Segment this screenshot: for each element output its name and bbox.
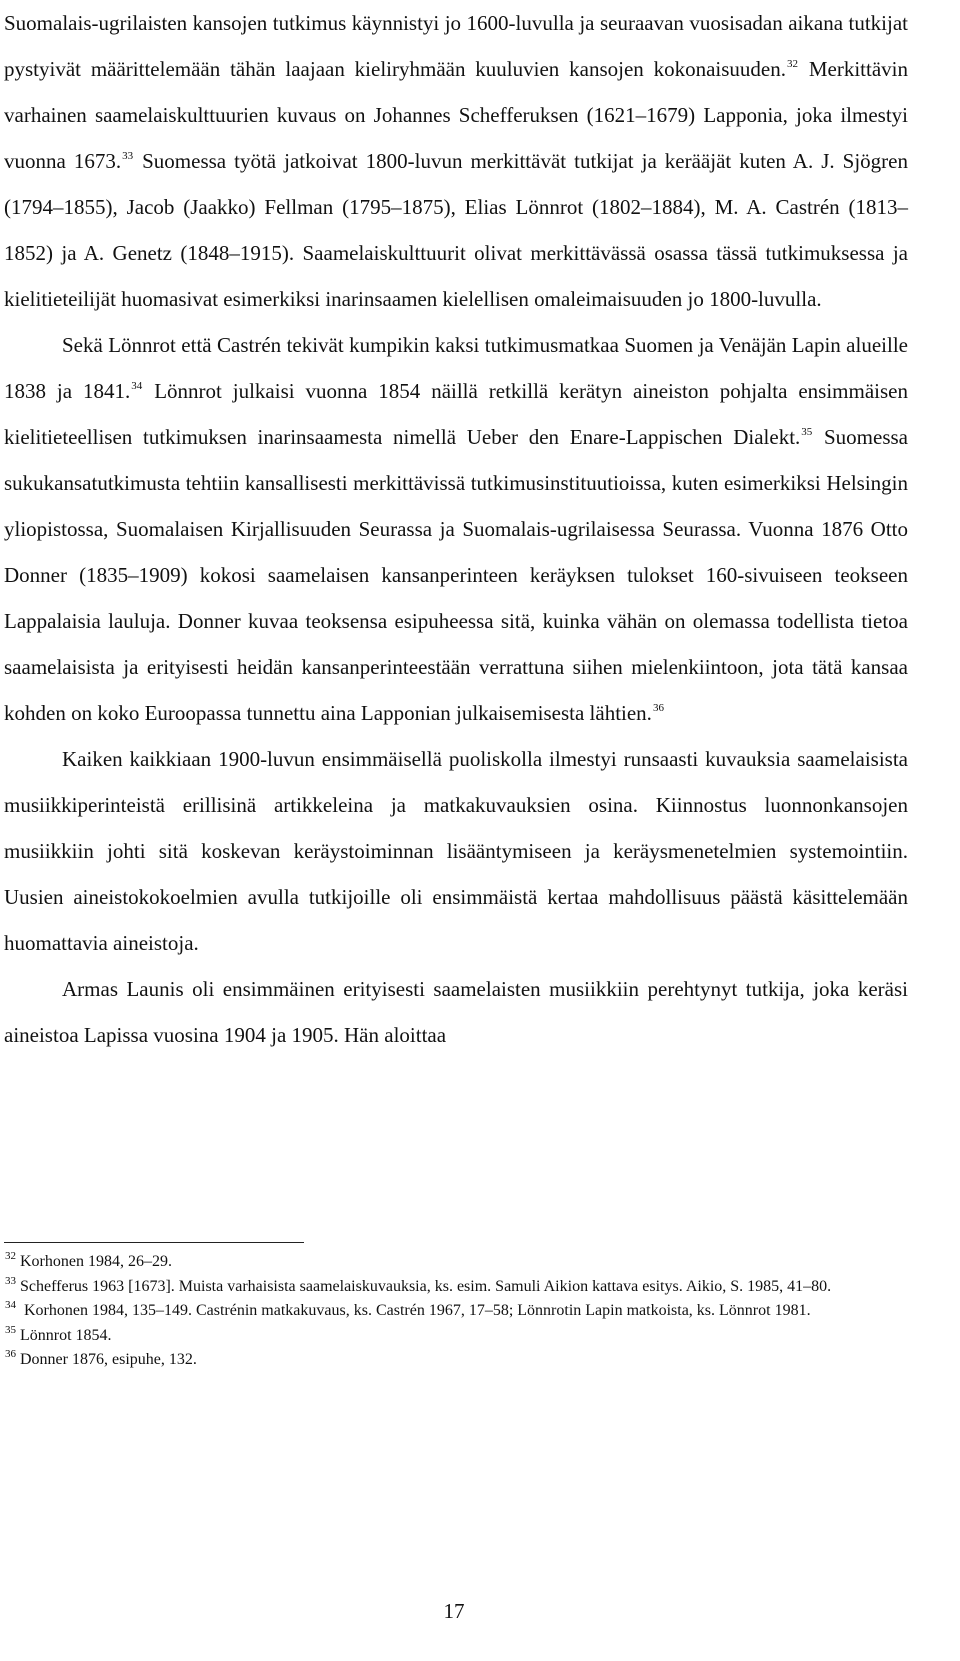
footnote-separator bbox=[4, 1242, 304, 1243]
footnote-text: Schefferus 1963 [1673]. Muista varhaisista saamelaiskuvauksia, ks. esim. Samuli Aikion kattava esitys. Aikio, S. 1985, 41–80. bbox=[20, 1277, 832, 1295]
paragraph-3 bbox=[4, 736, 908, 966]
footnote-35 bbox=[4, 1324, 908, 1349]
footnote-ref-34: 34 bbox=[131, 380, 143, 392]
footnote-ref-32: 32 bbox=[787, 58, 799, 70]
footnote-number: 33 bbox=[5, 1274, 16, 1287]
paragraph-text: Suomessa työtä jatkoivat 1800-luvun merkittävät tutkijat ja kerääjät kuten A. J. Sjögren (1794–1855), Jacob (Jaakko) Fellman (1795–1875), Elias Lönnrot (1802–1884), M. A. Castrén (1813–1852) ja A. Genetz (1848–1915). Saamelaiskulttuurit olivat merkittävässä osassa tässä tutkimuksessa ja kielitieteilijät huomasivat esimerkiksi inarinsaamen kielellisen omaleimaisuuden jo 1800-luvulla. bbox=[4, 149, 908, 311]
paragraph-text: Merkittävin varhainen saamelaiskulttuurien kuvaus on Johannes Schefferuksen (1621–1679) Lapponia, joka ilmestyi vuonna 1673. bbox=[4, 57, 908, 173]
paragraph-text: Lönnrot julkaisi vuonna 1854 näillä retkillä kerätyn aineiston pohjalta ensimmäisen kielitieteellisen tutkimuksen inarinsaamesta nimellä Ueber den Enare-Lappischen Dialekt. bbox=[4, 379, 908, 449]
footnote-text: Donner 1876, esipuhe, 132. bbox=[20, 1351, 197, 1368]
paragraph-text: Suomalais-ugrilaisten kansojen tutkimus käynnistyi jo 1600-luvulla ja seuraavan vuosisadan aikana tutkijat pystyivät määrittelemään tähän laajaan kieliryhmään kuuluvien kansojen kokonaisuuden. bbox=[4, 11, 908, 81]
footnote-32 bbox=[4, 1250, 908, 1275]
footnote-ref-35: 35 bbox=[801, 426, 813, 438]
footnotes bbox=[4, 1250, 908, 1373]
footnote-text: Korhonen 1984, 26–29. bbox=[20, 1253, 172, 1270]
footnote-text: Korhonen 1984, 135–149. Castrénin matkakuvaus, ks. Castrén 1967, 17–58; Lönnrotin Lapin matkoista, ks. Lönnrot 1981. bbox=[20, 1302, 811, 1319]
page-number: 17 bbox=[443, 1599, 465, 1623]
footnote-number: 36 bbox=[5, 1348, 16, 1360]
footnote-number: 35 bbox=[5, 1323, 16, 1336]
footnote-34 bbox=[4, 1299, 908, 1324]
paragraph-1 bbox=[4, 0, 908, 322]
body-text bbox=[4, 0, 908, 1058]
paragraph-text: Armas Launis oli ensimmäinen erityisesti saamelaisten musiikkiin perehtynyt tutkija, joka keräsi aineistoa Lapissa vuosina 1904 ja 1905. Hän aloittaa bbox=[4, 977, 908, 1047]
footnote-text: Lönnrot 1854. bbox=[20, 1326, 112, 1344]
footnote-number: 34 bbox=[5, 1299, 16, 1311]
paragraph-text: Suomessa sukukansatutkimusta tehtiin kansallisesti merkittävissä tutkimusinstituutioissa, kuten esimerkiksi Helsingin yliopistossa, Suomalaisen Kirjallisuuden Seurassa ja Suomalais-ugrilaisessa Seurassa. Vuonna 1876 Otto Donner (1835–1909) kokosi saamelaisen kansanperinteen keräyksen tulokset 160-sivuiseen teokseen Lappalaisia lauluja. Donner kuvaa teoksensa esipuheessa sitä, kuinka vähän on olemassa todellista tietoa saamelaisista ja erityisesti heidän kansanperinteestään verrattuna siihen mielenkiintoon, jota tätä kansaa kohden on koko Euroopassa tunnettu aina Lapponian julkaisemisesta lähtien. bbox=[4, 425, 909, 725]
footnote-33 bbox=[4, 1275, 908, 1300]
paragraph-text: Sekä Lönnrot että Castrén tekivät kumpikin kaksi tutkimusmatkaa Suomen ja Venäjän Lapin alueille 1838 ja 1841. bbox=[4, 333, 908, 403]
paragraph-4 bbox=[4, 966, 908, 1058]
footnote-number: 32 bbox=[5, 1250, 16, 1262]
footnote-36 bbox=[4, 1348, 908, 1373]
footnote-ref-36: 36 bbox=[652, 702, 664, 714]
footnote-ref-33: 33 bbox=[122, 150, 134, 162]
paragraph-2 bbox=[4, 322, 908, 736]
paragraph-text: Kaiken kaikkiaan 1900-luvun ensimmäisellä puoliskolla ilmestyi runsaasti kuvauksia saamelaisista musiikkiperinteistä erillisinä artikkeleina ja matkakuvauksien osina. Kiinnostus luonnonkansojen musiikkiin johti sitä koskevan keräystoiminnan lisääntymiseen ja keräysmenetelmien systemointiin. Uusien aineistokokoelmien avulla tutkijoille oli ensimmäistä kertaa mahdollisuus päästä käsittelemään huomattavia aineistoja. bbox=[4, 747, 908, 955]
